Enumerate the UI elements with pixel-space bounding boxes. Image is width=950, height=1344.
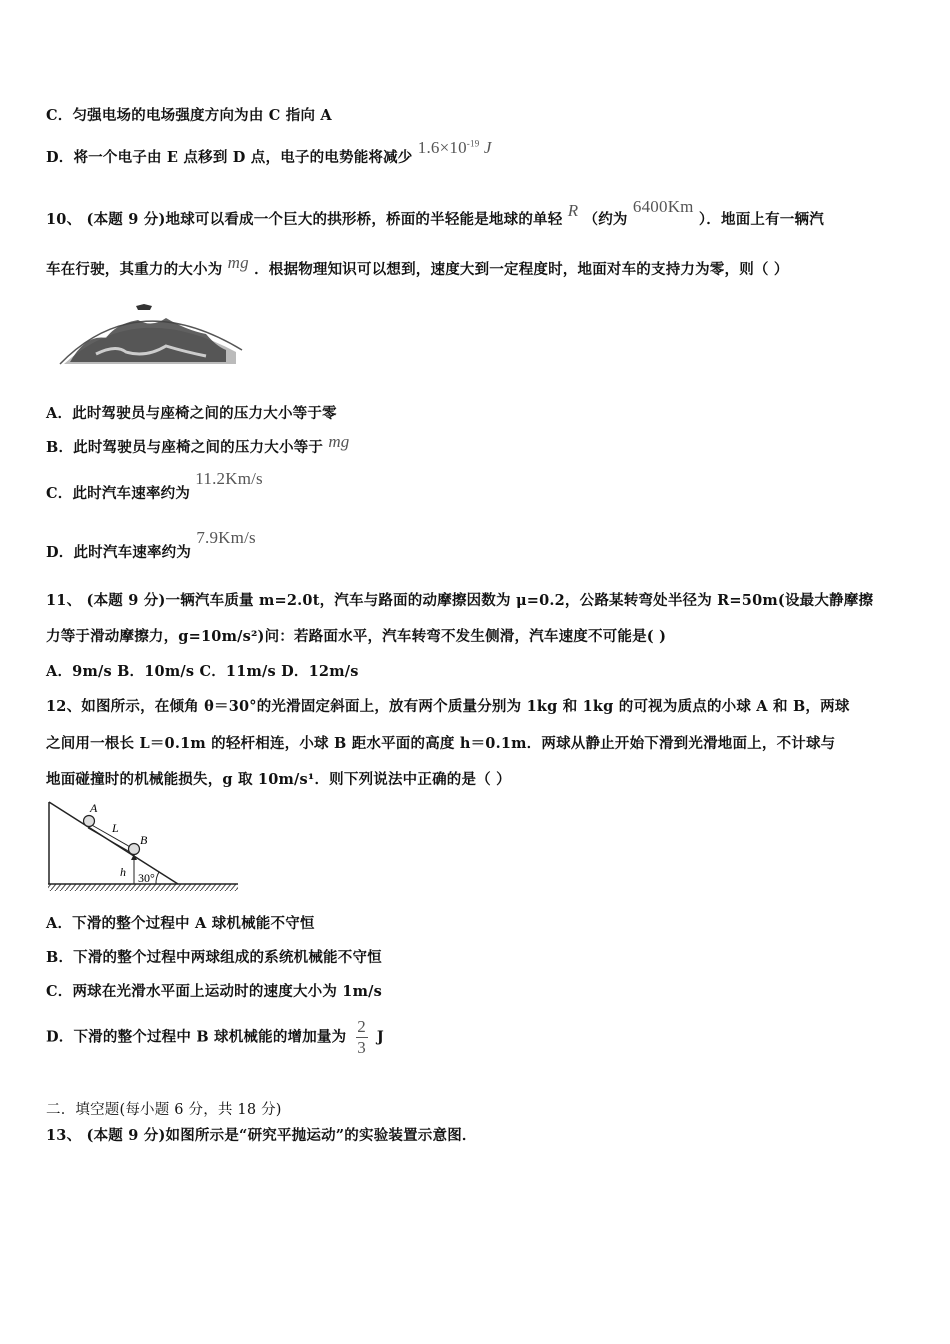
q10-weight-symbol: mg <box>227 253 249 272</box>
q13-stem: 13、 (本题 9 分)如图所示是“研究平抛运动”的实验装置示意图． <box>46 1127 477 1144</box>
q11-stem-line1: 11、 (本题 9 分)一辆汽车质量 m=2.0t，汽车与路面的动摩擦因数为 μ=0.2，公路某转弯处半径为 R=50m(设最大静摩擦 <box>46 592 874 609</box>
q9-option-d <box>46 138 492 167</box>
q10-option-b-value: mg <box>328 432 350 451</box>
q10-option-c-text: C．此时汽车速率约为 <box>46 485 191 502</box>
earth-bridge-figure <box>56 294 246 368</box>
fraction-denominator: 3 <box>357 1038 366 1057</box>
q10-stem-text-d: 车在行驶，其重力的大小为 <box>46 261 223 278</box>
label-l: L <box>112 821 119 835</box>
q12-option-d-fraction <box>356 1018 368 1057</box>
q10-stem-text-e: ．根据物理知识可以想到，速度大到一定程度时，地面对车的支持力为零，则（ ） <box>254 261 789 278</box>
ball-b <box>129 844 140 855</box>
section-2-title: 二．填空题(每小题 6 分，共 18 分) <box>46 1102 282 1118</box>
q10-option-a: A．此时驾驶员与座椅之间的压力大小等于零 <box>46 405 337 422</box>
q12-stem-line1: 12、如图所示，在倾角 θ＝30°的光滑固定斜面上，放有两个质量分别为 1kg 和 1kg 的可视为质点的小球 A 和 B，两球 <box>46 698 850 715</box>
q9-option-d-exp: -19 <box>466 138 480 149</box>
q10-option-b <box>46 432 350 457</box>
q10-option-c-value: 11.2Km/s <box>195 469 263 488</box>
q12-option-c: C．两球在光滑水平面上运动时的速度大小为 1m/s <box>46 983 382 1000</box>
q9-option-d-text: D．将一个电子由 E 点移到 D 点，电子的电势能将减少 <box>46 149 413 166</box>
ground-hatch <box>48 884 238 891</box>
rod-line-2 <box>88 828 130 852</box>
q10-stem-text-a: 10、 (本题 9 分)地球可以看成一个巨大的拱形桥，桥面的半轻能是地球的单轻 <box>46 211 563 228</box>
q10-option-d-text: D．此时汽车速率约为 <box>46 544 192 561</box>
q10-stem-text-c: ）．地面上有一辆汽 <box>698 211 824 228</box>
q9-option-d-unit: J <box>483 138 492 157</box>
car-icon <box>136 304 152 310</box>
q11-options: A．9m/s B．10m/s C．11m/s D．12m/s <box>46 663 359 680</box>
label-a: A <box>90 801 98 815</box>
q12-stem-line3: 地面碰撞时的机械能损失，g 取 10m/s¹．则下列说法中正确的是（ ） <box>46 771 511 788</box>
q9-option-d-value: 1.6×10 <box>417 138 467 157</box>
q10-option-d-value: 7.9Km/s <box>196 528 256 547</box>
q9-option-d-formula <box>418 138 492 157</box>
q10-option-d <box>46 528 256 562</box>
q9-option-c: C．匀强电场的电场强度方向为由 C 指向 A <box>46 107 332 124</box>
q12-stem-line2: 之间用一根长 L＝0.1m 的轻杆相连，小球 B 距水平面的高度 h＝0.1m．两球从静止开始下滑到光滑地面上，不计球与 <box>46 735 836 752</box>
incline-figure <box>46 800 240 894</box>
q10-stem-line1 <box>46 197 824 229</box>
q10-stem-line2 <box>46 253 789 279</box>
ball-a <box>84 816 95 827</box>
angle-arc <box>156 872 159 884</box>
q12-option-d-text: D．下滑的整个过程中 B 球机械能的增加量为 <box>46 1028 347 1046</box>
q10-stem-text-b: （约为 <box>583 211 628 228</box>
q11-stem-line2: 力等于滑动摩擦力，g=10m/s²)问：若路面水平，汽车转弯不发生侧滑，汽车速度不可能是( ) <box>46 628 667 645</box>
label-angle: 30° <box>138 871 155 885</box>
fraction-numerator: 2 <box>357 1017 366 1036</box>
label-b: B <box>140 833 148 847</box>
q10-option-c <box>46 469 263 503</box>
q10-radius-symbol: R <box>567 201 579 220</box>
q12-option-d-unit: J <box>376 1028 384 1046</box>
q10-radius-value: 6400Km <box>632 197 694 216</box>
q10-option-b-text: B．此时驾驶员与座椅之间的压力大小等于 <box>46 439 324 456</box>
q12-option-d <box>46 1018 384 1057</box>
q12-option-b: B．下滑的整个过程中两球组成的系统机械能不守恒 <box>46 949 382 966</box>
rod-line-1 <box>90 824 132 848</box>
q12-option-a: A．下滑的整个过程中 A 球机械能不守恒 <box>46 915 315 932</box>
label-h: h <box>120 865 126 879</box>
